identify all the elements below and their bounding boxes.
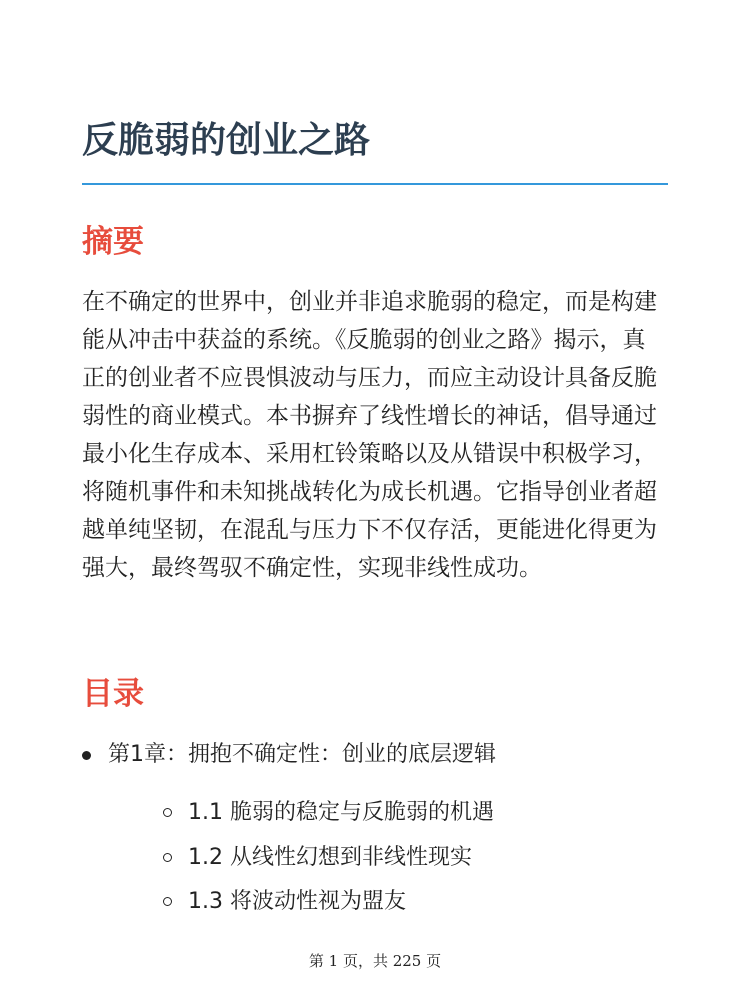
title-divider <box>82 183 668 185</box>
toc-chapter-label: 第1章：拥抱不确定性：创业的底层逻辑 <box>108 742 496 767</box>
circle-bullet-icon <box>163 853 172 862</box>
bullet-icon <box>82 751 91 760</box>
toc-section-label: 1.3 将波动性视为盟友 <box>188 889 406 914</box>
toc-chapter-item[interactable] <box>108 737 496 773</box>
toc-section-label: 1.2 从线性幻想到非线性现实 <box>188 845 472 870</box>
summary-text: 在不确定的世界中，创业并非追求脆弱的稳定，而是构建能从冲击中获益的系统。《反脆弱的创业之路》揭示，真正的创业者不应畏惧波动与压力，而应主动设计具备反脆弱性的商业模式。本书摒弃了线性增长的神话，倡导通过最小化生存成本、采用杠铃策略以及从错误中积极学习，将随机事件和未知挑战转化为成长机遇。它指导创业者超越单纯坚韧，在混乱与压力下不仅存活，更能进化得更为强大，最终驾驭不确定性，实现非线性成功。 <box>82 289 657 581</box>
toc-section-item[interactable] <box>188 840 472 876</box>
toc-section-label: 1.1 脆弱的稳定与反脆弱的机遇 <box>188 800 494 825</box>
summary-heading: 摘要 <box>82 224 144 260</box>
circle-bullet-icon <box>163 897 172 906</box>
page-title: 反脆弱的创业之路 <box>82 120 371 161</box>
toc-section-item[interactable] <box>188 884 406 920</box>
toc-section-item[interactable] <box>188 795 494 831</box>
circle-bullet-icon <box>163 808 172 817</box>
toc-heading: 目录 <box>82 676 144 712</box>
page-footer: 第 1 页，共 225 页 <box>308 952 442 970</box>
